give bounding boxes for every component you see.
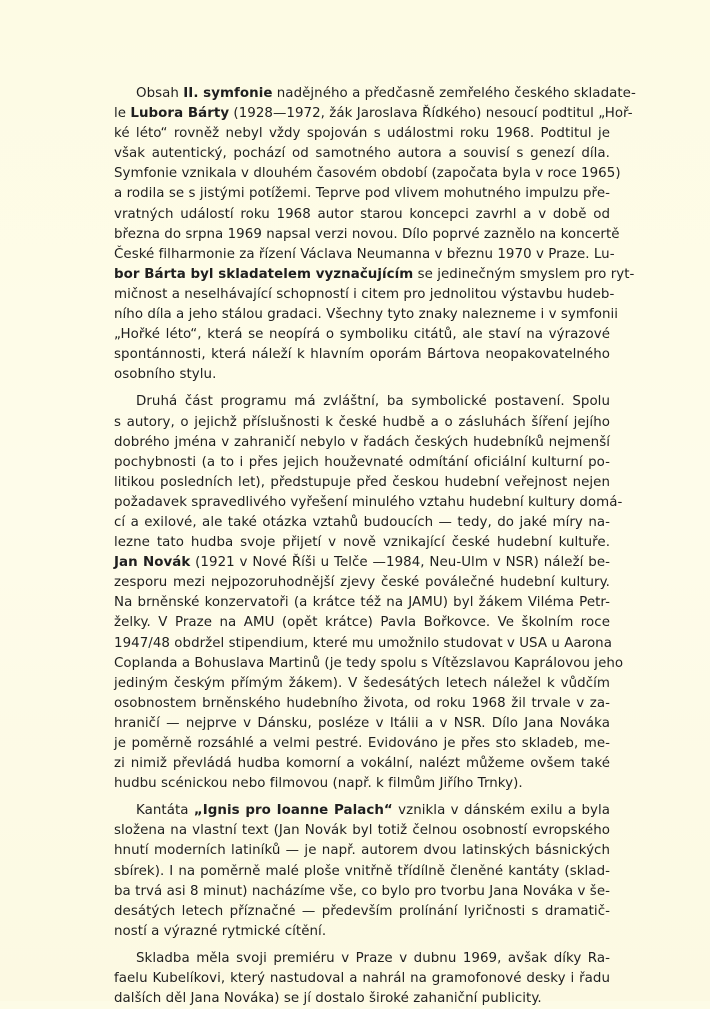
text-segment: sbírek). I na poměrně malé ploše vnitřně třídílně členěné kantáty (sklad-: [114, 863, 610, 879]
text-segment: jediným českým přímým žákem). V šedesátých letech náležel k vůdčím: [114, 675, 610, 691]
paragraph: [114, 392, 624, 794]
text-segment: Symfonie vznikala v dlouhém časovém období (započata byla v roce 1965): [114, 166, 621, 182]
text-line: [114, 613, 610, 633]
text-line: [114, 225, 620, 245]
text-line: [114, 801, 610, 821]
text-segment: želky. V Praze na AMU (opět krátce) Pavla Bořkovce. Ve školním roce: [114, 615, 610, 631]
text-segment: složena na vlastní text (Jan Novák byl totiž čelnou osobností evropského: [114, 823, 610, 839]
text-line: [114, 882, 610, 902]
text-segment: Obsah: [136, 86, 184, 101]
text-line: [114, 841, 610, 861]
text-segment: České filharmonie za řízení Václava Neumanna v březnu 1970 v Praze. Lu-: [114, 246, 615, 262]
text-line: [114, 862, 610, 882]
text-segment: hnutí moderních latiníků — je např. autorem dvou latinských básnických: [114, 843, 610, 859]
text-segment: vznikla v dánském exilu a byla: [392, 803, 610, 819]
text-segment: (1928—1972, žák Jaroslava Řídkého) nesoucí podtitul „Hoř-: [229, 106, 633, 122]
text-line: [114, 124, 610, 144]
text-line: [114, 184, 610, 204]
text-line: [114, 754, 610, 774]
text-segment: března do srpna 1969 napsal verzi novou. Dílo poprvé zaznělo na koncertě: [114, 226, 620, 242]
text-line: [114, 922, 610, 942]
text-line: [114, 774, 610, 794]
text-segment: zi nimiž převládá hudba komorní a vokální, nalézt můžeme ovšem také: [114, 756, 610, 772]
text-segment: mičnost a neselhávající schopností i citem pro jednolitou výstavbu hudeb-: [114, 286, 615, 302]
text-segment: le: [114, 106, 131, 122]
text-line: [114, 949, 610, 969]
text-line: [114, 533, 610, 553]
text-line: [114, 593, 610, 613]
text-segment: lezne tato hudba svoje přijetí v nově vznikající české hudební kultuře.: [114, 535, 610, 551]
text-line: [114, 265, 635, 285]
text-segment: spontánnosti, která náleží k hlavním oporám Bártova neopakovatelného: [114, 347, 610, 363]
bold-text: „Ignis pro Ioanne Palach“: [193, 803, 393, 819]
text-segment: „Hořké léto“, která se neopírá o symboliku citátů, ale staví na výrazové: [114, 327, 610, 343]
text-line: [114, 674, 610, 694]
text-line: [114, 325, 610, 345]
text-line: [114, 285, 615, 305]
text-line: [114, 144, 610, 164]
text-segment: ností a výrazné rytmické cítění.: [114, 923, 327, 939]
bold-text: Jan Novák: [114, 555, 191, 571]
text-line: [114, 694, 610, 714]
text-line: [114, 654, 624, 674]
text-segment: cí a exilové, ale také otázka vztahů budoucích — tedy, do jaké míry na-: [114, 514, 610, 530]
text-segment: pochybnosti (a to i přes jejich houževnaté odmítání oficiální kulturní po-: [114, 454, 610, 470]
text-line: [114, 969, 610, 989]
bold-text: II. symfonie: [183, 86, 273, 101]
bold-text: bor Bárta byl skladatelem vyznačujícím: [114, 266, 414, 282]
text-line: [114, 245, 615, 265]
text-segment: ba trvá asi 8 minut) nacházíme vše, co bylo pro tvorbu Jana Nováka v še-: [114, 883, 610, 899]
text-segment: 1947/48 obdržel stipendium, které mu umožnilo studovat v USA u Aarona: [114, 635, 612, 651]
paragraph: [114, 949, 610, 1009]
text-segment: dalších děl Jana Nováka) se jí dostalo široké zahaniční publicity.: [114, 991, 542, 1007]
text-segment: se jedinečným smyslem pro ryt-: [413, 266, 635, 282]
text-segment: osobního stylu.: [114, 367, 217, 383]
text-segment: Druhá část programu má zvláštní, ba symbolické postavení. Spolu: [136, 394, 610, 410]
text-line: [114, 634, 610, 654]
text-segment: Skladba měla svoji premiéru v Praze v dubnu 1969, avšak díky Ra-: [136, 950, 610, 966]
text-segment: zesporu mezi nejpozoruhodnější zjevy české poválečné hudební kultury.: [114, 575, 610, 591]
text-line: [114, 305, 619, 325]
text-segment: litikou posledních let), předstupuje před českou hudební veřejnost nejen: [114, 474, 610, 490]
text-segment: však autentický, pochází od samotného autora a souvisí s genezí díla.: [114, 146, 610, 162]
text-segment: (1921 v Nové Říši u Telče —1984, Neu-Ulm v NSR) náleží be-: [190, 555, 610, 571]
text-line: [114, 453, 610, 473]
text-line: [114, 989, 610, 1009]
text-line: [114, 205, 610, 225]
text-line: [114, 473, 610, 493]
text-segment: a rodila se s jistými potížemi. Teprve pod vlivem mohutného impulzu pře-: [114, 186, 610, 202]
text-segment: ního díla a jeho stálou gradaci. Všechny tyto znaky nalezneme i v symfonii: [114, 307, 619, 323]
text-segment: je poměrně rozsáhlé a velmi pestré. Evidováno je přes sto skladeb, me-: [114, 736, 610, 751]
text-segment: požadavek spravedlivého vyřešení minulého vztahu hudební kultury domá-: [114, 494, 623, 510]
text-line: [114, 345, 610, 365]
text-line: [114, 413, 610, 433]
text-segment: nadějného a předčasně zemřelého českého skladate-: [272, 86, 636, 101]
text-segment: vratných událostí roku 1968 autor starou koncepci zavrhl a v době od: [114, 206, 610, 222]
text-segment: osobnostem brněnského hudebního života, od roku 1968 žil trvale v za-: [114, 695, 610, 711]
text-segment: s autory, o jejichž příslušnosti k české hudbě a o zásluhách šíření jejího: [114, 414, 610, 430]
text-line: [114, 573, 610, 593]
text-line: [114, 553, 610, 573]
text-segment: hraničí — nejprve v Dánsku, posléze v Itálii a v NSR. Dílo Jana Nováka: [114, 715, 610, 731]
text-segment: dobrého jména v zahraničí nebylo v řadách českých hudebníků nejmenší: [114, 434, 610, 450]
paragraph: [114, 801, 610, 942]
text-line: [114, 821, 610, 841]
text-line: [114, 164, 621, 184]
text-line: [114, 493, 623, 513]
paragraph: [114, 84, 636, 385]
text-line: [114, 513, 610, 533]
text-line: [114, 392, 610, 412]
text-line: [114, 714, 610, 734]
text-segment: Coplanda a Bohuslava Martinů (je tedy spolu s Vítězslavou Kaprálovou jeho: [114, 655, 624, 671]
bold-text: Lubora Bárty: [130, 106, 230, 122]
text-segment: Kantáta: [136, 803, 194, 819]
text-line: [114, 104, 633, 124]
text-line: [114, 84, 636, 104]
text-segment: faelu Kubelíkovi, který nastudoval a nahrál na gramofonové desky i řadu: [114, 971, 610, 987]
text-line: [114, 433, 610, 453]
text-line: [114, 902, 610, 922]
text-segment: ké léto“ rovněž nebyl vždy spojován s událostmi roku 1968. Podtitul je: [114, 126, 610, 142]
text-line: [114, 365, 610, 385]
text-line: [114, 734, 610, 754]
text-segment: Na brněnské konzervatoři (a krátce též na JAMU) byl žákem Viléma Petr-: [114, 595, 610, 611]
text-segment: desátých letech příznačné — především prolínání lyričnosti s dramatič-: [114, 903, 610, 919]
text-segment: hudbu scénickou nebo filmovou (např. k filmům Jiřího Trnky).: [114, 776, 523, 792]
